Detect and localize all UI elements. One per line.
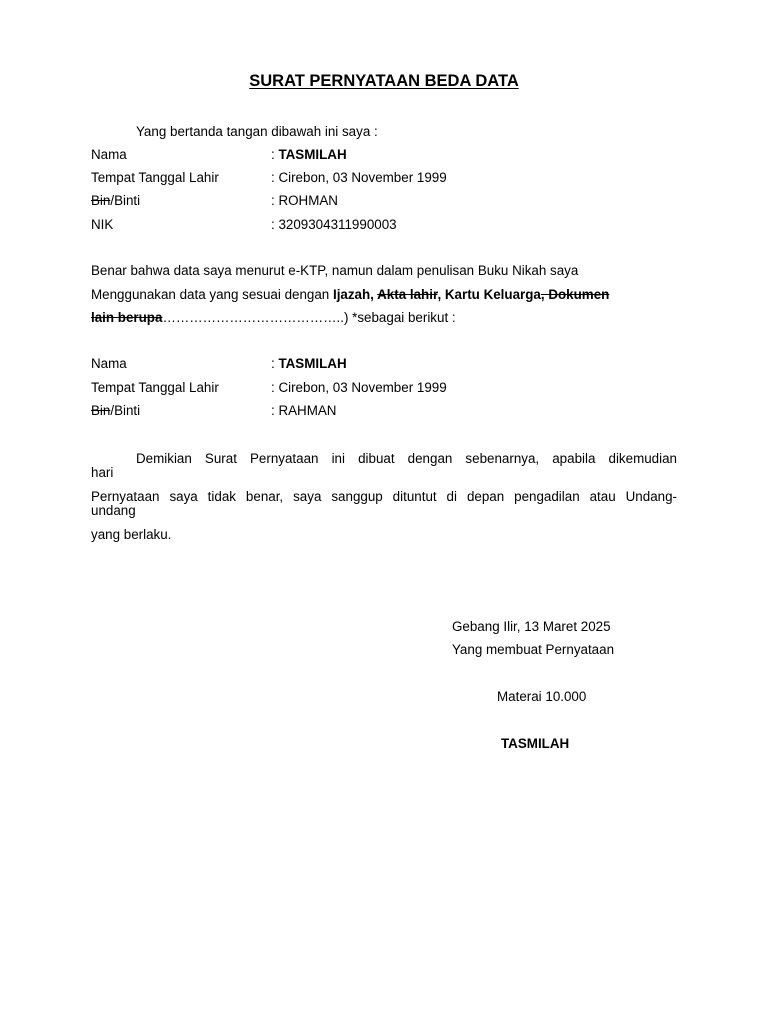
signature-maker: Yang membuat Pernyataan: [452, 642, 615, 657]
nama-label: Nama: [91, 147, 127, 162]
ttl-value: : Cirebon, 03 November 1999: [271, 170, 447, 185]
closing-para-1-line-2: hari: [91, 465, 114, 480]
intro-text: Yang bertanda tangan dibawah ini saya :: [136, 124, 378, 139]
ttl-label: Tempat Tanggal Lahir: [91, 170, 219, 185]
binti-value: : ROHMAN: [271, 193, 338, 208]
closing-para-3: yang berlaku.: [91, 527, 172, 542]
nama-value: : TASMILAH: [271, 147, 347, 162]
materai-label: Materai 10.000: [497, 689, 587, 704]
nik-value: : 3209304311990003: [271, 217, 397, 232]
nama-value-nikah: : TASMILAH: [271, 356, 347, 371]
closing-para-1-line-1: Demikian Surat Pernyataan ini dibuat dengan sebenarnya, apabila dikemudian: [136, 451, 677, 466]
binti-value-nikah: : RAHMAN: [271, 403, 337, 418]
nama-label-nikah: Nama: [91, 356, 127, 371]
ttl-value-nikah: : Cirebon, 03 November 1999: [271, 380, 447, 395]
ttl-label-nikah: Tempat Tanggal Lahir: [91, 380, 219, 395]
closing-para-2-line-2: undang: [91, 503, 136, 518]
signature-name: TASMILAH: [501, 736, 570, 751]
statement-line-1: Benar bahwa data saya menurut e-KTP, namun dalam penulisan Buku Nikah saya: [91, 263, 579, 278]
binti-label-nikah: Bin/Binti: [91, 403, 141, 418]
place-date: Gebang Ilir, 13 Maret 2025: [452, 619, 611, 634]
statement-line-2: Menggunakan data yang sesuai dengan Ijazah, Akta lahir, Kartu Keluarga, Dokumen: [91, 287, 610, 302]
binti-label: Bin/Binti: [91, 193, 141, 208]
document-title: SURAT PERNYATAAN BEDA DATA: [249, 72, 519, 90]
nik-label: NIK: [91, 217, 114, 232]
statement-line-3: lain berupa…………………………………..) *sebagai berikut :: [91, 310, 456, 325]
closing-para-2-line-1: Pernyataan saya tidak benar, saya sanggup dituntut di depan pengadilan atau Undang-: [91, 489, 677, 504]
